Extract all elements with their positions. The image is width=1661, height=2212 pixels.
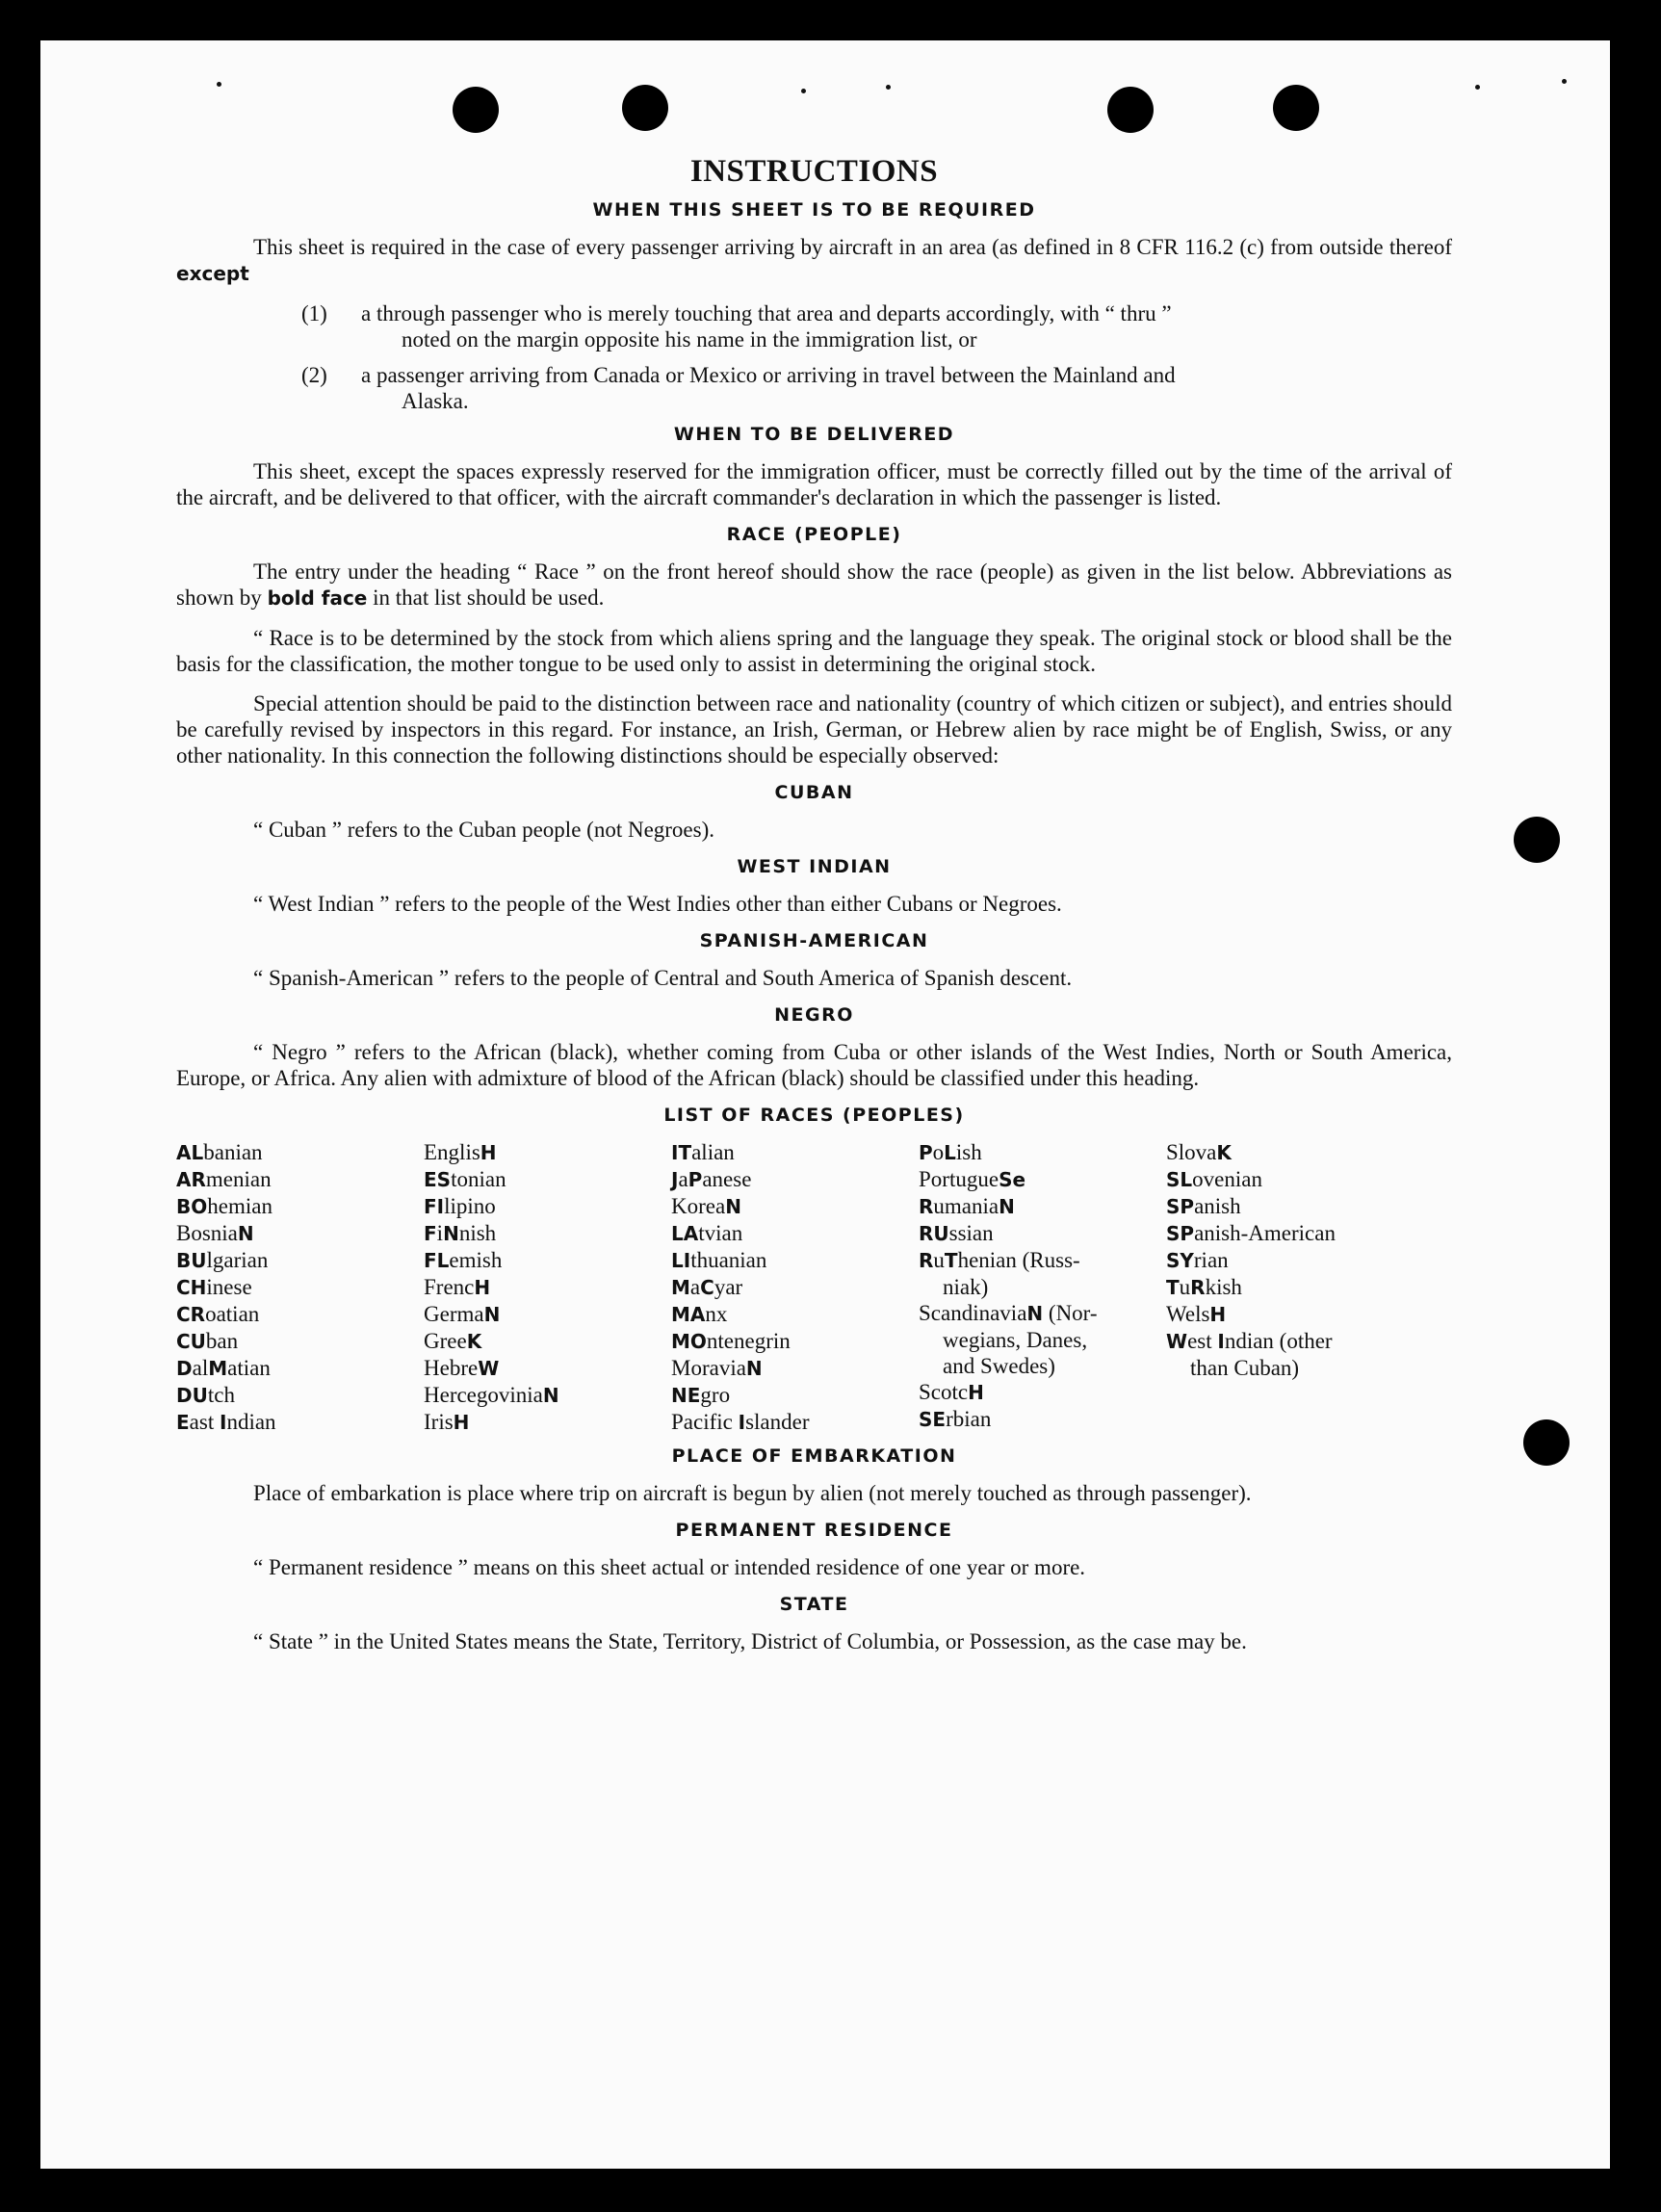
race-abbreviation: CH xyxy=(176,1276,207,1299)
punch-hole xyxy=(622,85,668,131)
race-text: u xyxy=(933,1248,945,1272)
race-text: yar xyxy=(714,1275,743,1299)
race-entry xyxy=(176,1355,424,1382)
race-text: alian xyxy=(691,1140,735,1164)
race-text: Frenc xyxy=(424,1275,475,1299)
race-entry xyxy=(176,1193,424,1220)
race-entry xyxy=(176,1301,424,1328)
speck xyxy=(886,85,891,90)
race-abbreviation: H xyxy=(453,1411,470,1434)
race-text: rbian xyxy=(946,1407,992,1431)
race-text: atian xyxy=(227,1356,271,1380)
race-text: (Nor- xyxy=(1043,1301,1098,1325)
race-entry xyxy=(671,1301,919,1328)
race-abbreviation: ES xyxy=(424,1168,452,1191)
list-item xyxy=(301,300,1452,352)
race-text: Wels xyxy=(1166,1302,1210,1326)
race-abbreviation: BO xyxy=(176,1195,208,1218)
race-text: ntenegrin xyxy=(706,1329,791,1353)
race-abbreviation: K xyxy=(466,1330,482,1353)
race-abbreviation: MO xyxy=(671,1330,707,1353)
race-abbreviation: CU xyxy=(176,1330,206,1353)
race-text: henian (Russ- xyxy=(957,1248,1080,1272)
race-text: umania xyxy=(933,1194,999,1218)
race-entry xyxy=(176,1166,424,1193)
paragraph-race-1 xyxy=(176,559,1452,612)
paragraph-negro: “ Negro ” refers to the African (black), whether coming from Cuba or other islands of the West Indies, North or South America, Europe, or Africa. Any alien with admixture of blood of the African (black) should be classified under this heading. xyxy=(176,1040,1452,1090)
paragraph-west-indian: “ West Indian ” refers to the people of the West Indies other than either Cubans or Negroes. xyxy=(253,892,1062,916)
race-text: tvian xyxy=(698,1221,743,1245)
race-abbreviation: AL xyxy=(176,1141,204,1164)
race-abbreviation: J xyxy=(671,1168,679,1191)
intro-text: This sheet is required in the case of every passenger arriving by aircraft in an area (as defined in 8 CFR 116.2 (c) from outside thereof xyxy=(253,235,1452,259)
race-abbreviation: SY xyxy=(1166,1249,1194,1272)
race-text: Gree xyxy=(424,1329,467,1353)
paragraph-embarkation: Place of embarkation is place where trip on aircraft is begun by alien (not merely touched as through passenger). xyxy=(253,1481,1252,1505)
race-entry xyxy=(1166,1166,1414,1193)
race-abbreviation: N xyxy=(999,1195,1015,1218)
races-column xyxy=(424,1139,671,1436)
race-abbreviation: E xyxy=(176,1411,190,1434)
race-text: kish xyxy=(1205,1275,1242,1299)
race-abbreviation: D xyxy=(176,1357,193,1380)
race-entry xyxy=(919,1139,1166,1166)
race-entry xyxy=(176,1139,424,1166)
race-abbreviation: P xyxy=(919,1141,933,1164)
race-text: inese xyxy=(206,1275,252,1299)
race-entry-continuation: and Swedes) xyxy=(943,1354,1055,1378)
race-entry xyxy=(671,1274,919,1301)
race-entry xyxy=(919,1193,1166,1220)
race-text: a xyxy=(689,1275,701,1299)
paragraph-state: “ State ” in the United States means the State, Territory, District of Columbia, or Possession, as the case may be. xyxy=(253,1629,1247,1653)
race-abbreviation: SE xyxy=(919,1408,947,1431)
race-abbreviation: Se xyxy=(999,1168,1026,1191)
race-abbreviation: I xyxy=(219,1411,227,1434)
page-title: INSTRUCTIONS xyxy=(689,154,939,189)
heading-state: STATE xyxy=(779,1594,849,1615)
race-abbreviation: T xyxy=(944,1249,958,1272)
paragraph-when-required xyxy=(176,234,1452,287)
race-entry xyxy=(424,1355,671,1382)
race-entry xyxy=(424,1274,671,1301)
race-text: est xyxy=(1187,1329,1218,1353)
race-entry xyxy=(176,1382,424,1409)
race-abbreviation: FI xyxy=(424,1195,445,1218)
race-abbreviation: T xyxy=(1166,1276,1180,1299)
race-text: Scotc xyxy=(919,1380,969,1404)
race-abbreviation: N xyxy=(483,1303,501,1326)
race-text: tonian xyxy=(451,1167,506,1191)
race-entry xyxy=(1166,1139,1414,1166)
race-abbreviation: R xyxy=(919,1195,934,1218)
race-entry xyxy=(1166,1220,1414,1247)
punch-hole xyxy=(1107,87,1154,133)
race-text: ban xyxy=(205,1329,239,1353)
race-bold: bold face xyxy=(267,586,368,610)
race-abbreviation: SP xyxy=(1166,1195,1195,1218)
race-entry xyxy=(671,1355,919,1382)
race-text: Iris xyxy=(424,1410,454,1434)
paragraph-race-2: “ Race is to be determined by the stock from which aliens spring and the language they speak. The original stock or blood shall be the basis for the classification, the mother tongue to be used only to assist in determining the original stock. xyxy=(176,626,1452,676)
list-item xyxy=(301,362,1452,414)
race-entry xyxy=(671,1139,919,1166)
race-entry xyxy=(424,1139,671,1166)
heading-when-required: WHEN THIS SHEET IS TO BE REQUIRED xyxy=(592,199,1036,221)
race-text: oatian xyxy=(205,1302,260,1326)
race-abbreviation: DU xyxy=(176,1384,208,1407)
race-text: anish-American xyxy=(1194,1221,1336,1245)
race-text: o xyxy=(932,1140,945,1164)
race-entry xyxy=(424,1328,671,1355)
race-abbreviation: FL xyxy=(424,1249,450,1272)
race-abbreviation: MA xyxy=(671,1303,706,1326)
race-entry-continuation: than Cuban) xyxy=(1190,1356,1300,1380)
race-abbreviation: SL xyxy=(1166,1168,1193,1191)
item-number: (1) xyxy=(301,301,327,325)
race-text: a xyxy=(678,1167,688,1191)
race-abbreviation: W xyxy=(1166,1330,1188,1353)
heading-race: RACE (PEOPLE) xyxy=(726,524,902,545)
races-column xyxy=(1166,1139,1414,1436)
race-text: thuanian xyxy=(690,1248,767,1272)
race-abbreviation: IT xyxy=(671,1141,692,1164)
paragraph-cuban: “ Cuban ” refers to the Cuban people (not Negroes). xyxy=(253,818,715,842)
race-abbreviation: W xyxy=(478,1357,500,1380)
race-text-b: in that list should be used. xyxy=(373,586,605,610)
race-abbreviation: R xyxy=(1190,1276,1206,1299)
race-abbreviation: H xyxy=(480,1141,497,1164)
race-text: ndian (other xyxy=(1224,1329,1333,1353)
race-abbreviation: N xyxy=(725,1195,741,1218)
item-line: a through passenger who is merely touching that area and departs accordingly, with “ thru ” xyxy=(361,301,1172,325)
race-text: ast xyxy=(189,1410,220,1434)
race-entry xyxy=(671,1166,919,1193)
item-text xyxy=(361,362,1452,414)
race-entry xyxy=(671,1220,919,1247)
race-entry xyxy=(671,1328,919,1355)
race-text: nx xyxy=(705,1302,728,1326)
race-abbreviation: N xyxy=(237,1222,254,1245)
race-abbreviation: H xyxy=(968,1381,984,1404)
race-entry xyxy=(919,1247,1166,1274)
paragraph-spanish-american: “ Spanish-American ” refers to the people of Central and South America of Spanish descent. xyxy=(253,966,1073,990)
race-entry xyxy=(176,1220,424,1247)
race-text: anish xyxy=(1194,1194,1241,1218)
race-text: lipino xyxy=(444,1194,496,1218)
race-entry xyxy=(424,1247,671,1274)
race-abbreviation: M xyxy=(208,1357,228,1380)
race-abbreviation: LA xyxy=(671,1222,699,1245)
race-entry xyxy=(176,1409,424,1436)
heading-west-indian: WEST INDIAN xyxy=(737,856,892,877)
race-text: nish xyxy=(458,1221,497,1245)
races-table xyxy=(176,1139,1452,1436)
punch-hole xyxy=(453,87,499,133)
race-text: tch xyxy=(207,1383,235,1407)
paragraph-permanent-residence: “ Permanent residence ” means on this sheet actual or intended residence of one year or more. xyxy=(253,1555,1086,1579)
race-text: Slova xyxy=(1166,1140,1217,1164)
race-entry xyxy=(1166,1193,1414,1220)
paragraph-when-delivered: This sheet, except the spaces expressly reserved for the immigration officer, must be correctly filled out by the time of the arrival of the aircraft, and be delivered to that officer, with the aircraft commander's declaration in which the passenger is listed. xyxy=(176,459,1452,509)
race-entry xyxy=(1166,1328,1414,1355)
heading-permanent-residence: PERMANENT RESIDENCE xyxy=(675,1520,953,1541)
race-text: Portugue xyxy=(919,1167,999,1191)
race-abbreviation: SP xyxy=(1166,1222,1195,1245)
race-abbreviation: LI xyxy=(671,1249,691,1272)
speck xyxy=(1562,79,1567,84)
race-abbreviation: CR xyxy=(176,1303,206,1326)
item-text xyxy=(361,300,1452,352)
race-entry xyxy=(1166,1247,1414,1274)
punch-hole xyxy=(1514,817,1560,863)
race-text: ssian xyxy=(948,1221,994,1245)
race-text: ndian xyxy=(226,1410,276,1434)
race-text: hemian xyxy=(207,1194,273,1218)
race-text: i xyxy=(436,1221,444,1245)
item-number: (2) xyxy=(301,363,327,387)
instructions-content xyxy=(176,154,1452,1668)
race-text: gro xyxy=(700,1383,731,1407)
paragraph-race-3: Special attention should be paid to the distinction between race and nationality (country of which citizen or subject), and entries should be carefully revised by inspectors in this regard. For instance, an Irish, German, or Hebrew alien by race might be of English, Swiss, or any other nationality. In this connection the following distinctions should be especially observed: xyxy=(176,691,1452,768)
race-text: Bosnia xyxy=(176,1221,238,1245)
speck xyxy=(1475,85,1480,90)
races-column xyxy=(176,1139,424,1436)
race-entry-continuation: wegians, Danes, xyxy=(943,1328,1088,1352)
race-text: ish xyxy=(955,1140,982,1164)
race-text: emish xyxy=(449,1248,503,1272)
race-abbreviation: M xyxy=(671,1276,690,1299)
race-entry xyxy=(919,1406,1166,1433)
race-text: anese xyxy=(702,1167,752,1191)
heading-list-of-races: LIST OF RACES (PEOPLES) xyxy=(663,1105,965,1126)
race-abbreviation: AR xyxy=(176,1168,206,1191)
race-abbreviation: F xyxy=(424,1222,437,1245)
race-abbreviation: H xyxy=(474,1276,491,1299)
item-line: noted on the margin opposite his name in the immigration list, or xyxy=(402,327,977,351)
race-text: Germa xyxy=(424,1302,484,1326)
punch-hole xyxy=(1523,1419,1570,1466)
race-text: Hercegovinia xyxy=(424,1383,543,1407)
race-abbreviation: R xyxy=(919,1249,934,1272)
heading-embarkation: PLACE OF EMBARKATION xyxy=(671,1445,957,1467)
race-entry xyxy=(424,1409,671,1436)
speck xyxy=(217,82,221,87)
race-entry xyxy=(919,1300,1166,1327)
race-text: al xyxy=(192,1356,209,1380)
race-abbreviation: H xyxy=(1209,1303,1227,1326)
race-abbreviation: I xyxy=(1217,1330,1225,1353)
race-entry xyxy=(424,1220,671,1247)
heading-spanish-american: SPANISH-AMERICAN xyxy=(699,930,929,951)
race-abbreviation: N xyxy=(542,1384,559,1407)
race-entry xyxy=(919,1220,1166,1247)
race-entry xyxy=(671,1193,919,1220)
race-text: Scandinavia xyxy=(919,1301,1027,1325)
intro-bold: except xyxy=(176,262,249,285)
item-line: a passenger arriving from Canada or Mexico or arriving in travel between the Mainland and xyxy=(361,363,1176,387)
race-abbreviation: P xyxy=(688,1168,703,1191)
race-entry-continuation: niak) xyxy=(943,1275,989,1299)
race-entry xyxy=(671,1247,919,1274)
race-text: u xyxy=(1179,1275,1191,1299)
race-entry xyxy=(424,1382,671,1409)
heading-when-delivered: WHEN TO BE DELIVERED xyxy=(673,424,955,445)
race-abbreviation: N xyxy=(745,1357,763,1380)
race-entry xyxy=(424,1301,671,1328)
race-entry xyxy=(1166,1274,1414,1301)
races-column xyxy=(919,1139,1166,1436)
race-text-a: The entry under the heading “ Race ” on the front hereof should show the race (people) as given in the list below. Abbreviations as shown by xyxy=(176,560,1452,610)
race-entry xyxy=(1166,1301,1414,1328)
race-text: Englis xyxy=(424,1140,480,1164)
races-column xyxy=(671,1139,919,1436)
race-text: menian xyxy=(205,1167,272,1191)
race-text: banian xyxy=(203,1140,263,1164)
race-text: Moravia xyxy=(671,1356,746,1380)
race-text: Hebre xyxy=(424,1356,479,1380)
race-entry xyxy=(919,1166,1166,1193)
race-entry xyxy=(671,1409,919,1436)
race-text: Pacific xyxy=(671,1410,739,1434)
item-line: Alaska. xyxy=(402,389,469,413)
race-abbreviation: N xyxy=(443,1222,459,1245)
heading-negro: NEGRO xyxy=(774,1004,854,1026)
race-entry xyxy=(176,1274,424,1301)
speck xyxy=(801,89,806,93)
race-entry xyxy=(424,1193,671,1220)
punch-hole xyxy=(1273,85,1319,131)
race-text: rian xyxy=(1193,1248,1229,1272)
race-entry xyxy=(176,1328,424,1355)
race-abbreviation: NE xyxy=(671,1384,701,1407)
race-abbreviation: C xyxy=(700,1276,714,1299)
race-abbreviation: RU xyxy=(919,1222,949,1245)
heading-cuban: CUBAN xyxy=(774,782,854,803)
race-abbreviation: K xyxy=(1216,1141,1232,1164)
race-text: ovenian xyxy=(1192,1167,1262,1191)
race-text: slander xyxy=(745,1410,810,1434)
race-entry xyxy=(919,1379,1166,1406)
race-text: lgarian xyxy=(206,1248,269,1272)
race-abbreviation: L xyxy=(944,1141,956,1164)
race-text: Korea xyxy=(671,1194,726,1218)
race-abbreviation: I xyxy=(738,1411,746,1434)
race-abbreviation: BU xyxy=(176,1249,207,1272)
race-entry xyxy=(176,1247,424,1274)
race-entry xyxy=(671,1382,919,1409)
race-abbreviation: N xyxy=(1026,1302,1044,1325)
race-entry xyxy=(424,1166,671,1193)
